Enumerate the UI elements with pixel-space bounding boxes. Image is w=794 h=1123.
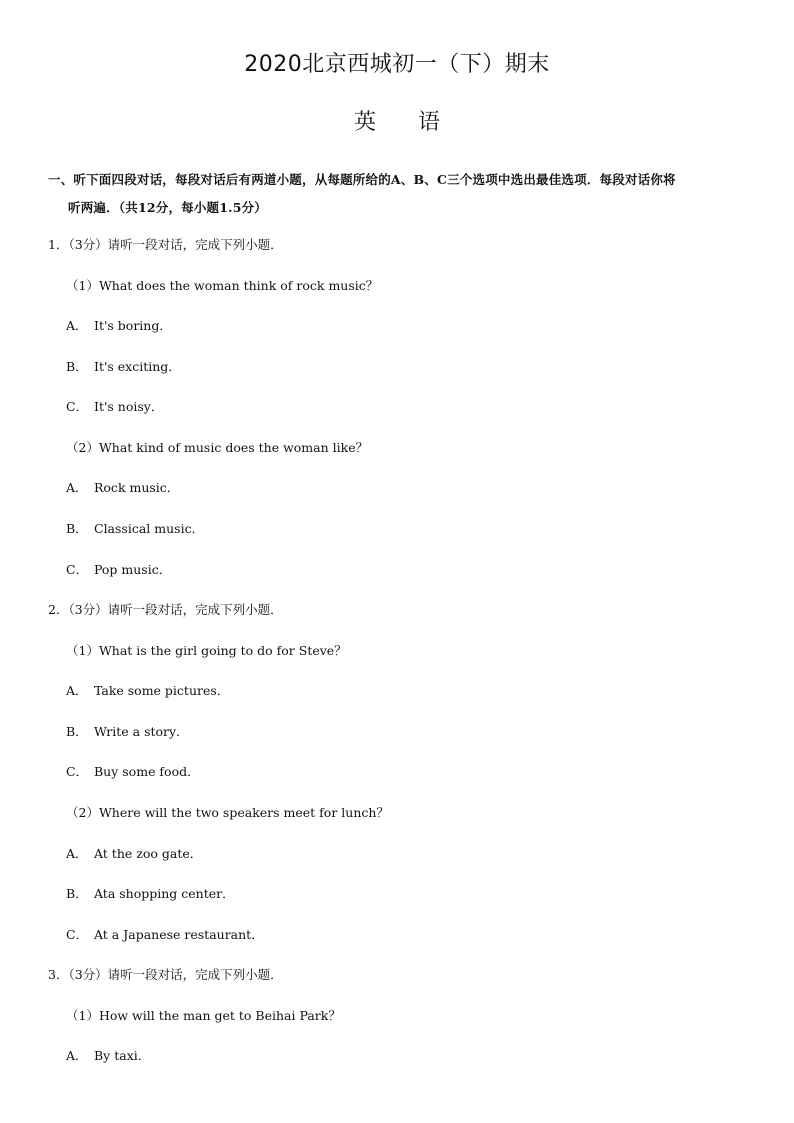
option-text: Buy some food． bbox=[94, 764, 200, 779]
option-letter: A． bbox=[66, 683, 88, 698]
option-letter: C． bbox=[66, 399, 89, 414]
question-1-label: 1．（3分）请听一段对话，完成下列小题． bbox=[48, 237, 283, 252]
question-2-sub-1-option-b bbox=[66, 722, 189, 742]
question-3-label: 3．（3分）请听一段对话，完成下列小题． bbox=[48, 967, 283, 982]
option-text: Pop music． bbox=[94, 562, 172, 577]
option-text: Rock music． bbox=[94, 480, 180, 495]
subject-char-2: 语 bbox=[418, 110, 441, 135]
option-letter: C． bbox=[66, 927, 89, 942]
option-letter: B． bbox=[66, 724, 88, 739]
option-text: It's exciting． bbox=[94, 359, 181, 374]
question-1-sub-1-option-c bbox=[66, 397, 163, 417]
option-text: Write a story． bbox=[94, 724, 189, 739]
question-1-sub-1-option-b bbox=[66, 357, 181, 377]
question-2-label: 2．（3分）请听一段对话，完成下列小题． bbox=[48, 602, 283, 617]
option-letter: A． bbox=[66, 480, 88, 495]
option-letter: A． bbox=[66, 1048, 88, 1063]
question-2-sub-1-option-c bbox=[66, 762, 200, 782]
option-letter: B． bbox=[66, 886, 88, 901]
section-instructions bbox=[48, 166, 748, 222]
question-3-sub-1: （1）How will the man get to Beihai Park？ bbox=[66, 1008, 341, 1023]
option-text: Take some pictures． bbox=[94, 683, 230, 698]
question-2-sub-1-option-a bbox=[66, 681, 229, 701]
option-text: At a Japanese restaurant． bbox=[94, 927, 264, 942]
option-text: At the zoo gate． bbox=[94, 846, 203, 861]
subject-char-1: 英 bbox=[353, 110, 376, 135]
option-text: It's noisy． bbox=[94, 399, 164, 414]
option-letter: A． bbox=[66, 318, 88, 333]
section-instructions-line-1: 一、听下面四段对话，每段对话后有两道小题，从每题所给的A、B、C三个选项中选出最佳选项．每段对话你将 bbox=[48, 172, 676, 187]
question-2-sub-2-option-c bbox=[66, 925, 264, 945]
question-2-sub-2: （2）Where will the two speakers meet for lunch？ bbox=[66, 805, 389, 820]
option-letter: C． bbox=[66, 562, 89, 577]
option-text: By taxi． bbox=[94, 1048, 151, 1063]
question-1-sub-2-option-c bbox=[66, 560, 171, 580]
question-3-sub-1-option-a bbox=[66, 1046, 150, 1066]
section-instructions-line-2: 听两遍．（共12分，每小题1.5分） bbox=[68, 200, 267, 215]
page-title: 2020北京西城初一（下）期末 bbox=[244, 52, 550, 77]
option-letter: B． bbox=[66, 359, 88, 374]
question-1-sub-2-option-b bbox=[66, 519, 204, 539]
option-letter: B． bbox=[66, 521, 88, 536]
question-1-sub-1-option-a bbox=[66, 316, 172, 336]
option-text: It's boring． bbox=[94, 318, 172, 333]
option-text: Ata shopping center． bbox=[94, 886, 235, 901]
option-text: Classical music． bbox=[94, 521, 205, 536]
option-letter: C． bbox=[66, 764, 89, 779]
subject-heading bbox=[0, 108, 794, 138]
question-2-sub-2-option-b bbox=[66, 884, 235, 904]
question-2-sub-1: （1）What is the girl going to do for Steve？ bbox=[66, 643, 347, 658]
question-1-sub-1: （1）What does the woman think of rock music？ bbox=[66, 278, 379, 293]
question-2-sub-2-option-a bbox=[66, 844, 202, 864]
option-letter: A． bbox=[66, 846, 88, 861]
question-1-sub-2-option-a bbox=[66, 478, 179, 498]
question-1-sub-2: （2）What kind of music does the woman like？ bbox=[66, 440, 369, 455]
